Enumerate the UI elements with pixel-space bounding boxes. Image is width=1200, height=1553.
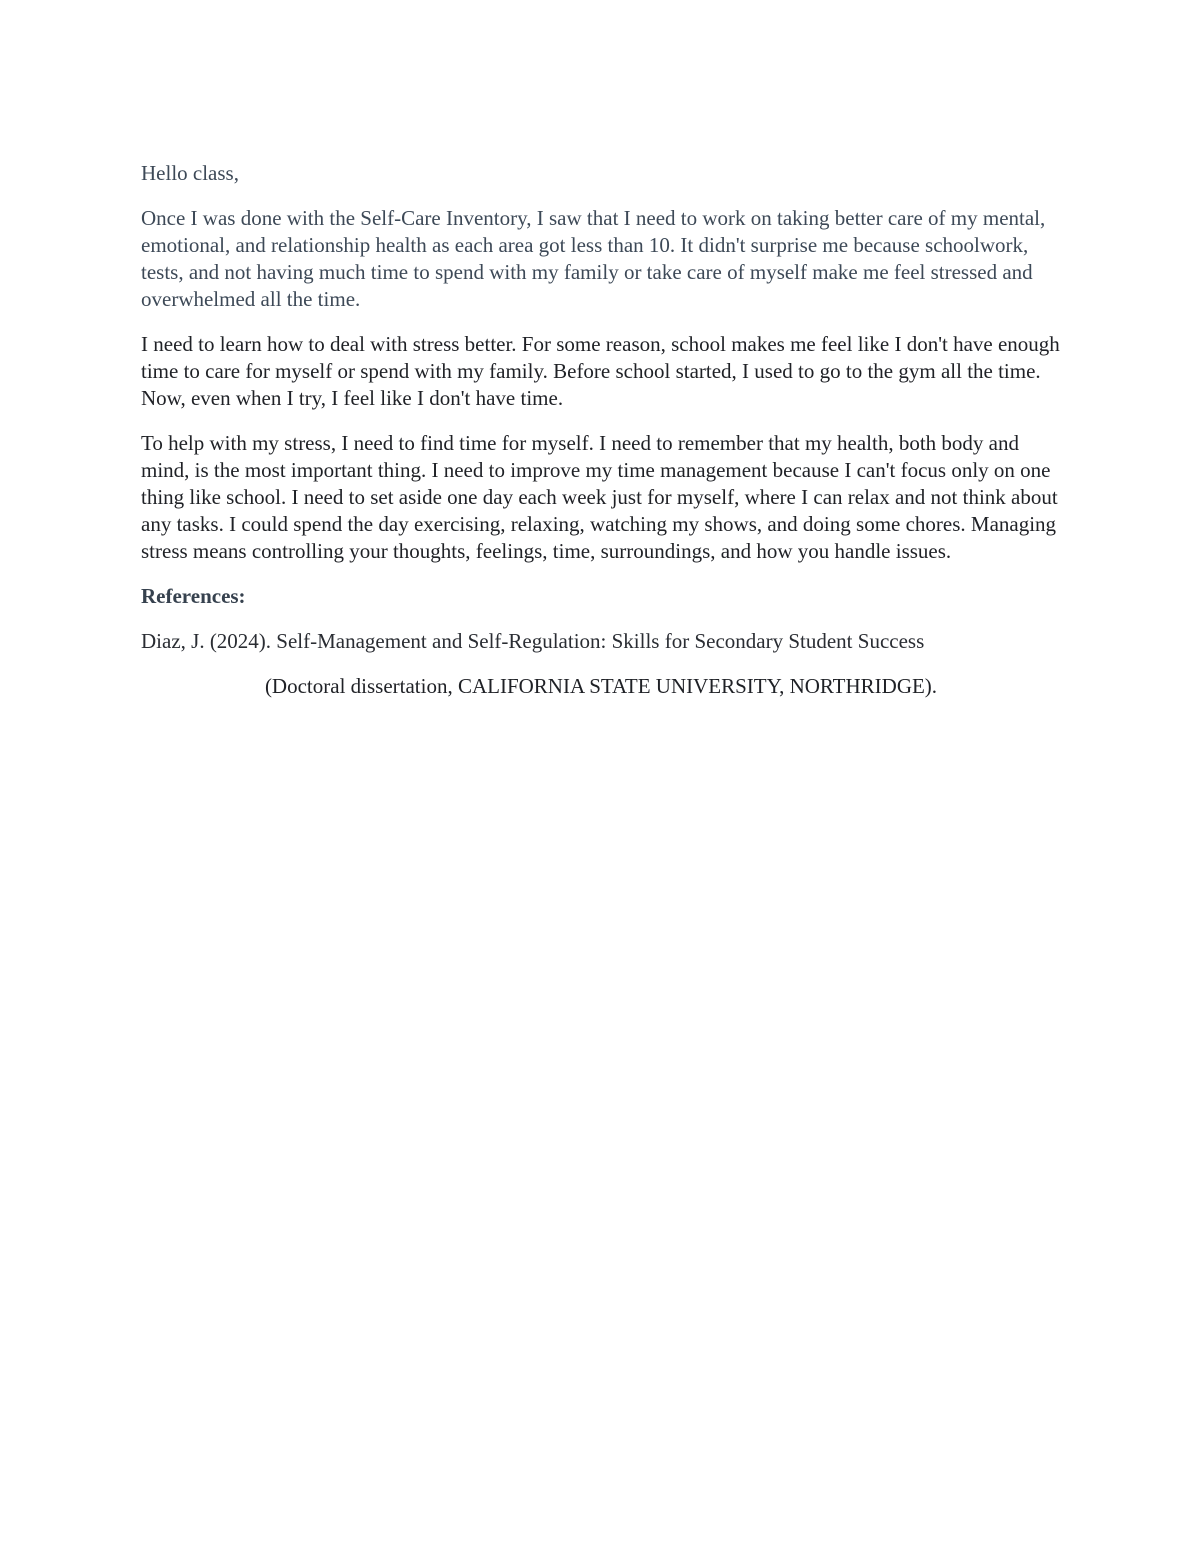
reference-line-2: (Doctoral dissertation, CALIFORNIA STATE UNIVERSITY, NORTHRIDGE).: [264, 674, 938, 698]
greeting: Hello class,: [141, 161, 239, 185]
paragraph-3: To help with my stress, I need to find time for myself. I need to remember that my health, both body and mind, is the most important thing. I need to improve my time management because I can't focus only on one thing like school. I need to set aside one day each week just for myself, where I can relax and not think about any tasks. I could spend the day exercising, relaxing, watching my shows, and doing some chores. Managing stress means controlling your thoughts, feelings, time, surroundings, and how you handle issues.: [141, 431, 1058, 563]
references-heading: References:: [141, 584, 246, 608]
paragraph-1: Once I was done with the Self-Care Inventory, I saw that I need to work on taking better care of my mental, emotional, and relationship health as each area got less than 10. It didn't surprise me because schoolwork, tests, and not having much time to spend with my family or take care of myself make me feel stressed and overwhelmed all the time.: [141, 206, 1046, 311]
document-body: [141, 160, 1061, 700]
paragraph-2: I need to learn how to deal with stress better. For some reason, school makes me feel like I don't have enough time to care for myself or spend with my family. Before school started, I used to go to the gym all the time. Now, even when I try, I feel like I don't have time.: [141, 332, 1060, 410]
reference-line-1: Diaz, J. (2024). Self-Management and Self-Regulation: Skills for Secondary Student Success: [141, 629, 925, 653]
